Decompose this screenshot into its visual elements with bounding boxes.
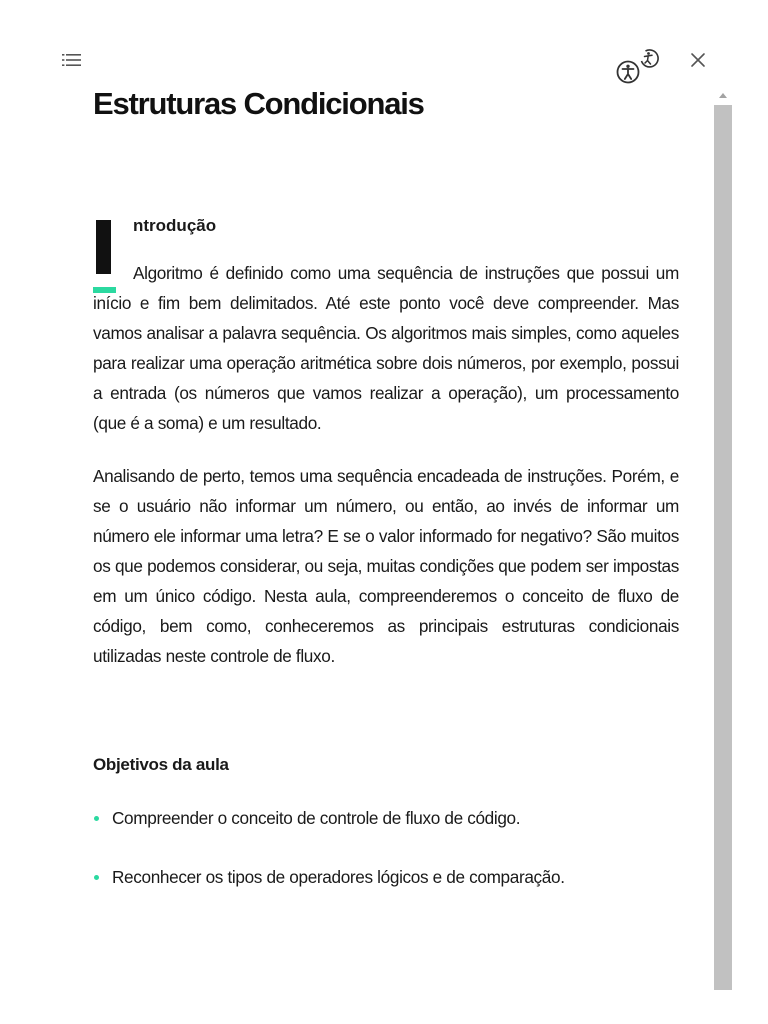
scrollbar-thumb[interactable] [714,105,732,990]
list-item: Reconhecer os tipos de operadores lógicos e de comparação. [93,866,679,888]
vertical-scrollbar[interactable] [713,86,732,990]
paragraph: Analisando de perto, temos uma sequência encadeada de instruções. Porém, e se o usuário não informar um número, ou então, ao invés de informar um número ele informar uma letra? E se o valor informado for negativo? São muitos os que podemos considerar, ou seja, muitas condições que podem ser impostas em um único código. Nesta aula, compreenderemos o conceito de fluxo de código, bem como, conheceremos as principais estruturas condicionais utilizadas neste controle de fluxo. [93,466,679,666]
drop-cap-letter [96,220,111,274]
introduction-heading: ntrodução [133,216,217,235]
close-icon [690,52,706,68]
scroll-up-arrow-icon [719,93,727,98]
article-content [93,82,679,888]
paragraph-text: Algoritmo é definido como uma sequência de instruções que possui um início e fim bem delimitados. Até este ponto você deve compreender. Mas vamos analisar a palavra sequência. Os algoritmos mais simples, como aqueles para realizar uma operação aritmética sobre dois números, por exemplo, possui a entrada (os números que vamos realizar a operação), um processamento (que é a soma) e um resultado. [93,263,679,433]
drop-cap-accent [93,287,116,293]
objectives-list [93,807,679,888]
scroll-up-button[interactable] [713,86,732,104]
table-of-contents-button[interactable] [60,49,84,71]
introduction-section [93,198,679,671]
objectives-heading: Objetivos da aula [93,755,229,774]
list-menu-icon [62,52,82,68]
paragraph [93,258,679,438]
page-title: Estruturas Condicionais [93,86,424,121]
close-button[interactable] [686,48,710,72]
list-item: Compreender o conceito de controle de fluxo de código. [93,807,679,829]
